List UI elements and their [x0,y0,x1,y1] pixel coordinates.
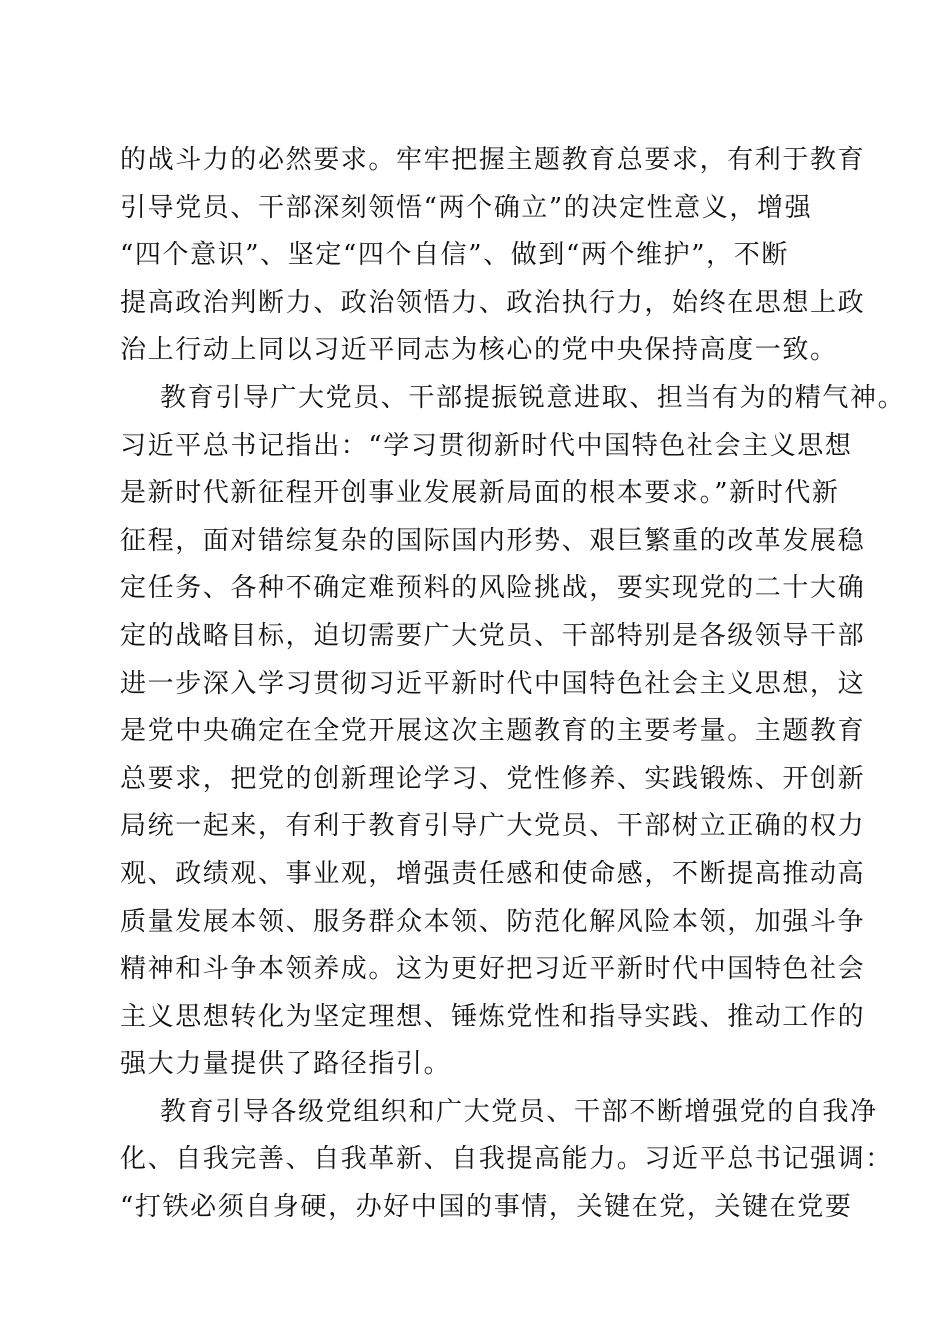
text-line: “四个意识”、坚定“四个自信”、做到“两个维护”，不断 [120,240,789,271]
text-line: 进一步深入学习贯彻习近平新时代中国特色社会主义思想，这 [120,668,866,699]
text-line: 是新时代新征程开创事业发展新局面的根本要求。”新时代新 [120,478,840,509]
text-line: 主义思想转化为坚定理想、锤炼党性和指导实践、推动工作的 [120,1001,866,1032]
paragraph-start-line: 教育引导广大党员、干部提振锐意进取、担当有为的精气神。 [160,382,906,413]
text-line: 引导党员、干部深刻领悟“两个确立”的决定性意义，增强 [120,192,813,223]
paragraph-start-line: 教育引导各级党组织和广大党员、干部不断增强党的自我净 [160,1096,878,1127]
text-line: 强大力量提供了路径指引。 [120,1049,452,1080]
body-text [120,137,906,1232]
text-line: 定的战略目标，迫切需要广大党员、干部特别是各级领导干部 [120,620,866,651]
text-line: “打铁必须自身硬，办好中国的事情，关键在党，关键在党要 [120,1192,853,1223]
text-line: 化、自我完善、自我革新、自我提高能力。习近平总书记强调： [120,1144,893,1175]
text-line: 观、政绩观、事业观，增强责任感和使命感，不断提高推动高 [120,858,866,889]
text-line: 总要求，把党的创新理论学习、党性修养、实践锻炼、开创新 [120,763,866,794]
text-line: 精神和斗争本领养成。这为更好把习近平新时代中国特色社会 [120,954,866,985]
text-line: 提高政治判断力、政治领悟力、政治执行力，始终在思想上政 [120,287,866,318]
text-line: 治上行动上同以习近平同志为核心的党中央保持高度一致。 [120,335,838,366]
text-line: 质量发展本领、服务群众本领、防范化解风险本领，加强斗争 [120,906,866,937]
text-line: 习近平总书记指出：“学习贯彻新时代中国特色社会主义思想 [120,430,853,461]
text-line: 征程，面对错综复杂的国际国内形势、艰巨繁重的改革发展稳 [120,525,866,556]
text-line: 是党中央确定在全党开展这次主题教育的主要考量。主题教育 [120,716,866,747]
text-line: 局统一起来，有利于教育引导广大党员、干部树立正确的权力 [120,811,866,842]
text-line: 的战斗力的必然要求。牢牢把握主题教育总要求，有利于教育 [120,145,866,175]
text-line: 定任务、各种不确定难预料的风险挑战，要实现党的二十大确 [120,573,866,604]
